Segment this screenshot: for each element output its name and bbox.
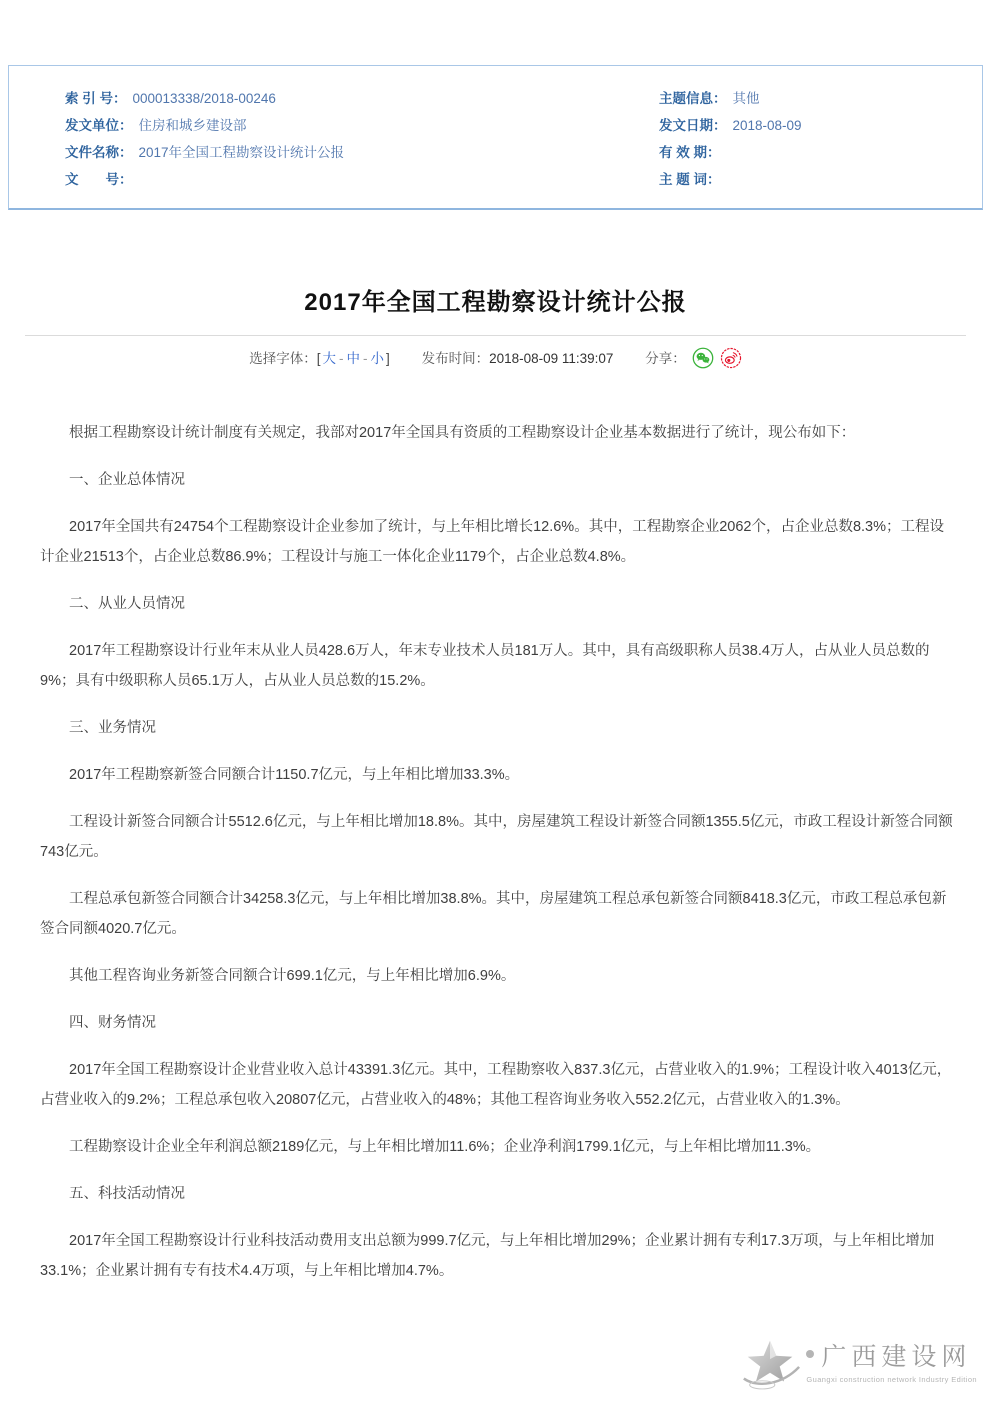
field-issue-date bbox=[659, 112, 982, 139]
field-label: 有 效 期： bbox=[659, 145, 721, 160]
field-value: 其他 bbox=[732, 91, 760, 106]
field-document-title bbox=[65, 139, 655, 166]
page-title: 2017年全国工程勘察设计统计公报 bbox=[304, 289, 687, 316]
bracket-open: [ bbox=[316, 351, 321, 366]
font-size-label: 选择字体： bbox=[249, 351, 317, 366]
site-name: 广西建设网 bbox=[821, 1344, 972, 1371]
publish-time-label: 发布时间： bbox=[421, 351, 490, 366]
field-issuing-agency bbox=[65, 112, 655, 139]
font-size-medium-link[interactable]: 中 bbox=[346, 351, 361, 366]
paragraph: 2017年工程勘察设计行业年末从业人员428.6万人，年末专业技术人员181万人。其中，具有高级职称人员38.4万人，占从业人员总数的9%；具有中级职称人员65.1万人，占从业人员总数的15.2%。 bbox=[40, 643, 930, 689]
publish-time-value: 2018-08-09 11:39:07 bbox=[489, 351, 614, 366]
paragraph: 根据工程勘察设计统计制度有关规定，我部对2017年全国具有资质的工程勘察设计企业基本数据进行了统计，现公布如下： bbox=[69, 425, 856, 441]
font-size-selector bbox=[249, 351, 390, 366]
font-size-large-link[interactable]: 大 bbox=[322, 351, 337, 366]
document-info-box bbox=[8, 65, 983, 210]
paragraph: 2017年全国工程勘察设计行业科技活动费用支出总额为999.7亿元，与上年相比增加29%；企业累计拥有专利17.3万项，与上年相比增加33.1%；企业累计拥有专有技术4.4万项，与上年相比增加4.7%。 bbox=[40, 1233, 935, 1279]
field-label: 文件名称： bbox=[65, 145, 133, 160]
paragraph: 2017年全国共有24754个工程勘察设计企业参加了统计，与上年相比增长12.6%。其中，工程勘察企业2062个，占企业总数8.3%；工程设计企业21513个，占企业总数86.9%；工程设计与施工一体化企业1179个，占企业总数4.8%。 bbox=[40, 519, 944, 565]
section-heading: 五、科技活动情况 bbox=[69, 1186, 185, 1202]
title-divider bbox=[25, 335, 966, 336]
field-value: 000013338/2018-00246 bbox=[132, 91, 276, 106]
field-keywords bbox=[659, 166, 982, 193]
section-heading: 四、财务情况 bbox=[69, 1015, 156, 1031]
field-value: 住房和城乡建设部 bbox=[138, 118, 247, 133]
star-logo-icon bbox=[738, 1338, 802, 1397]
field-value: 2017年全国工程勘察设计统计公报 bbox=[138, 145, 345, 160]
field-label: 文 号： bbox=[65, 172, 133, 187]
paragraph: 其他工程咨询业务新签合同额合计699.1亿元，与上年相比增加6.9%。 bbox=[69, 968, 516, 984]
paragraph: 工程勘察设计企业全年利润总额2189亿元，与上年相比增加11.6%；企业净利润1799.1亿元，与上年相比增加11.3%。 bbox=[69, 1139, 821, 1155]
font-size-small-link[interactable]: 小 bbox=[370, 351, 385, 366]
share-label: 分享： bbox=[645, 351, 686, 366]
meta-row bbox=[0, 347, 991, 371]
section-heading: 二、从业人员情况 bbox=[69, 596, 185, 612]
font-size-separator: - bbox=[363, 351, 368, 366]
field-label: 发文日期： bbox=[659, 118, 727, 133]
field-label: 主题信息： bbox=[659, 91, 727, 106]
watermark-text bbox=[806, 1338, 977, 1384]
field-value: 2018-08-09 bbox=[732, 118, 802, 133]
field-index-number bbox=[65, 85, 655, 112]
article-body bbox=[40, 418, 953, 1303]
site-watermark bbox=[738, 1338, 977, 1397]
info-left-column bbox=[9, 66, 655, 208]
bracket-close: ] bbox=[386, 351, 390, 366]
site-caption: Guangxi construction network Industry Edition bbox=[806, 1375, 977, 1384]
font-size-separator: - bbox=[339, 351, 344, 366]
publish-time-group bbox=[422, 351, 614, 366]
weibo-share-icon[interactable] bbox=[720, 347, 742, 369]
share-group bbox=[645, 351, 742, 366]
paragraph: 2017年工程勘察新签合同额合计1150.7亿元，与上年相比增加33.3%。 bbox=[69, 767, 520, 783]
field-label: 发文单位： bbox=[65, 118, 133, 133]
field-topic-info bbox=[659, 85, 982, 112]
watermark-title-row bbox=[806, 1344, 977, 1372]
paragraph: 工程总承包新签合同额合计34258.3亿元，与上年相比增加38.8%。其中，房屋建筑工程总承包新签合同额8418.3亿元，市政工程总承包新签合同额4020.7亿元。 bbox=[40, 891, 947, 937]
paragraph: 工程设计新签合同额合计5512.6亿元，与上年相比增加18.8%。其中，房屋建筑工程设计新签合同额1355.5亿元，市政工程设计新签合同额743亿元。 bbox=[40, 814, 953, 860]
field-document-number bbox=[65, 166, 655, 193]
field-label: 索 引 号： bbox=[65, 91, 127, 106]
logo-dot-icon bbox=[806, 1350, 814, 1358]
section-heading: 一、企业总体情况 bbox=[69, 472, 185, 488]
wechat-share-icon[interactable] bbox=[692, 347, 714, 369]
field-label: 主 题 词： bbox=[659, 172, 721, 187]
field-validity-period bbox=[659, 139, 982, 166]
info-right-column bbox=[655, 66, 982, 208]
section-heading: 三、业务情况 bbox=[69, 720, 156, 736]
paragraph: 2017年全国工程勘察设计企业营业收入总计43391.3亿元。其中，工程勘察收入837.3亿元，占营业收入的1.9%；工程设计收入4013亿元，占营业收入的9.2%；工程总承包收入20807亿元，占营业收入的48%；其他工程咨询业务收入552.2亿元，占营业收入的1.3%。 bbox=[40, 1062, 952, 1108]
